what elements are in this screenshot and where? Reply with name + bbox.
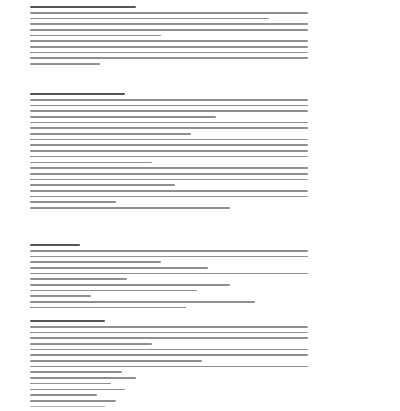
text-line (30, 261, 161, 263)
text-line (30, 278, 127, 280)
text-line (30, 284, 230, 286)
text-line (30, 267, 208, 269)
text-line (30, 326, 308, 328)
section-3-heading-placeholder (30, 244, 80, 246)
text-line (30, 46, 308, 48)
section-2-heading-placeholder (30, 93, 125, 95)
text-line (30, 201, 116, 203)
text-line (30, 18, 269, 20)
text-line (30, 190, 308, 192)
text-line (30, 127, 308, 129)
text-line (30, 301, 255, 303)
text-line (30, 63, 100, 65)
section-4 (30, 320, 308, 411)
text-line (30, 139, 308, 141)
text-line (30, 173, 308, 175)
text-line (30, 371, 122, 373)
text-line (30, 162, 152, 164)
text-line (30, 360, 202, 362)
text-line (30, 12, 308, 14)
text-line (30, 184, 175, 186)
text-line (30, 389, 125, 391)
text-line (30, 383, 111, 385)
text-line (30, 307, 186, 309)
section-4-heading-placeholder (30, 320, 105, 322)
text-line (30, 99, 308, 101)
text-line (30, 29, 308, 31)
text-line (30, 167, 308, 169)
text-line (30, 35, 161, 37)
text-line (30, 295, 91, 297)
text-line (30, 57, 308, 59)
text-line (30, 337, 308, 339)
text-line (30, 343, 152, 345)
text-line (30, 179, 308, 181)
text-line (30, 377, 136, 379)
text-line (30, 23, 308, 25)
text-line (30, 196, 308, 198)
text-line (30, 133, 191, 135)
text-line (30, 406, 105, 408)
text-line (30, 349, 308, 351)
text-line (30, 207, 230, 209)
text-line (30, 273, 308, 275)
text-line (30, 110, 308, 112)
text-line (30, 394, 97, 396)
text-line (30, 366, 308, 368)
text-line (30, 332, 308, 334)
text-line (30, 144, 308, 146)
text-line (30, 156, 308, 158)
section-1 (30, 6, 308, 69)
text-line (30, 354, 308, 356)
text-line (30, 290, 197, 292)
text-line (30, 122, 308, 124)
text-line (30, 40, 308, 42)
text-line (30, 400, 116, 402)
text-line (30, 256, 308, 258)
text-line (30, 105, 308, 107)
section-1-heading-placeholder (30, 6, 136, 8)
section-3 (30, 244, 308, 313)
text-line (30, 116, 216, 118)
text-line (30, 250, 308, 252)
section-2 (30, 93, 308, 213)
text-line (30, 150, 308, 152)
text-line (30, 52, 308, 54)
